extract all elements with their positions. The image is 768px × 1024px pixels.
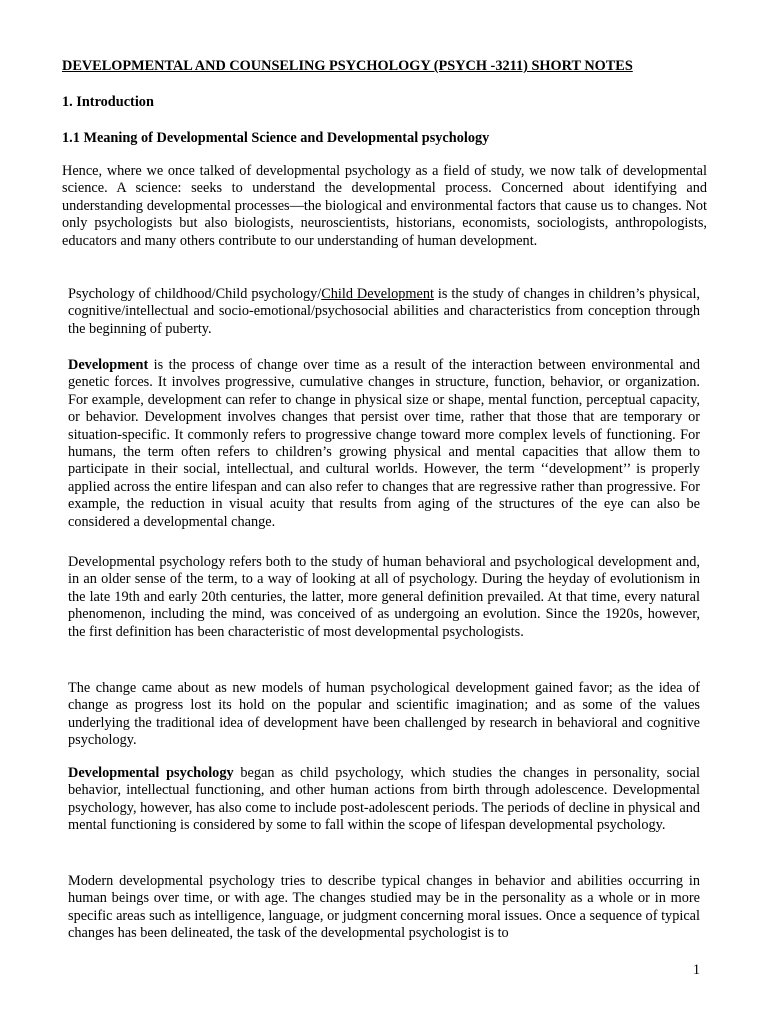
paragraph-developmental-psychology-definition: Developmental psychology refers both to the study of human behavioral and psychological development and, in an older sense of the term, to a way of looking at all of psychology. During the heyday of evolutionism in the late 19th and early 20th centuries, the latter, more general definition prevailed. At that time, every natural phenomenon, including the mind, was conceived of as undergoing an evolution. Since the 1920s, however, the first definition has been characteristic of most developmental psychologists. bbox=[68, 554, 700, 640]
term-developmental-psychology: Developmental psychology bbox=[68, 765, 234, 781]
page-number: 1 bbox=[692, 962, 700, 978]
section-heading: 1. Introduction bbox=[62, 94, 154, 110]
paragraph-child-psychology bbox=[68, 286, 700, 338]
paragraph-text: began as child psychology, which studies the changes in personality, social behavior, intellectual functioning, and other human actions from birth through adolescence. Developmental psychology, however, has also come to include post-adolescent periods. The periods of decline in physical and mental functioning is considered by some to fall within the scope of lifespan developmental psychology. bbox=[68, 765, 700, 834]
child-development-link[interactable]: Child Development bbox=[321, 286, 434, 302]
paragraph-text: is the process of change over time as a result of the interaction between environmental and genetic forces. It involves progressive, cumulative changes in structure, function, behavior, or organization. For example, development can refer to change in physical size or shape, mental function, perceptual capacity, or behavior. Development involves changes that persist over time, rather that those that are temporary or situation-specific. It commonly refers to progressive change toward more complex levels of functioning. For humans, the term often refers to children’s growing physical and mental capacities that allow them to participate in their social, intellectual, and cultural worlds. However, the term ‘‘development’’ is properly applied across the entire lifespan and can also refer to changes that are regressive rather than progressive. For example, the reduction in visual acuity that results from aging of the structures of the eye can also be considered a developmental change. bbox=[68, 357, 700, 530]
paragraph-modern-developmental-psychology: Modern developmental psychology tries to describe typical changes in behavior and abilities occurring in human beings over time, or with age. The changes studied may be in the personality as a whole or in more specific areas such as intelligence, language, or judgment concerning moral issues. Once a sequence of typical changes has been delineated, the task of the developmental psychologist is to bbox=[68, 873, 700, 942]
document-title: DEVELOPMENTAL AND COUNSELING PSYCHOLOGY (PSYCH -3211) SHORT NOTES bbox=[62, 58, 633, 74]
paragraph-text: is the study of changes in children’s physical, cognitive/intellectual and socio-emotional/psychosocial abilities and characteristics from conception through the beginning of puberty. bbox=[68, 286, 701, 337]
paragraph-developmental-science: Hence, where we once talked of developmental psychology as a field of study, we now talk of developmental science. A science: seeks to understand the developmental process. Concerned about identifying and understanding developmental processes—the biological and environmental factors that cause us to changes. Not only psychologists but also biologists, neuroscientists, historians, economists, sociologists, anthropologists, educators and many others contribute to our understanding of human development. bbox=[62, 163, 707, 249]
subsection-heading: 1.1 Meaning of Developmental Science and Developmental psychology bbox=[62, 130, 490, 146]
paragraph-change: The change came about as new models of human psychological development gained favor; as the idea of change as progress lost its hold on the popular and scientific imagination; and as some of the values underlying the traditional idea of development have been challenged by research in behavioral and cognitive psychology. bbox=[68, 680, 700, 749]
paragraph-development-definition bbox=[68, 357, 700, 531]
paragraph-child-psychology-origin bbox=[68, 765, 700, 835]
term-development: Development bbox=[68, 357, 149, 373]
paragraph-text: Psychology of childhood/Child psychology/ bbox=[68, 286, 322, 302]
